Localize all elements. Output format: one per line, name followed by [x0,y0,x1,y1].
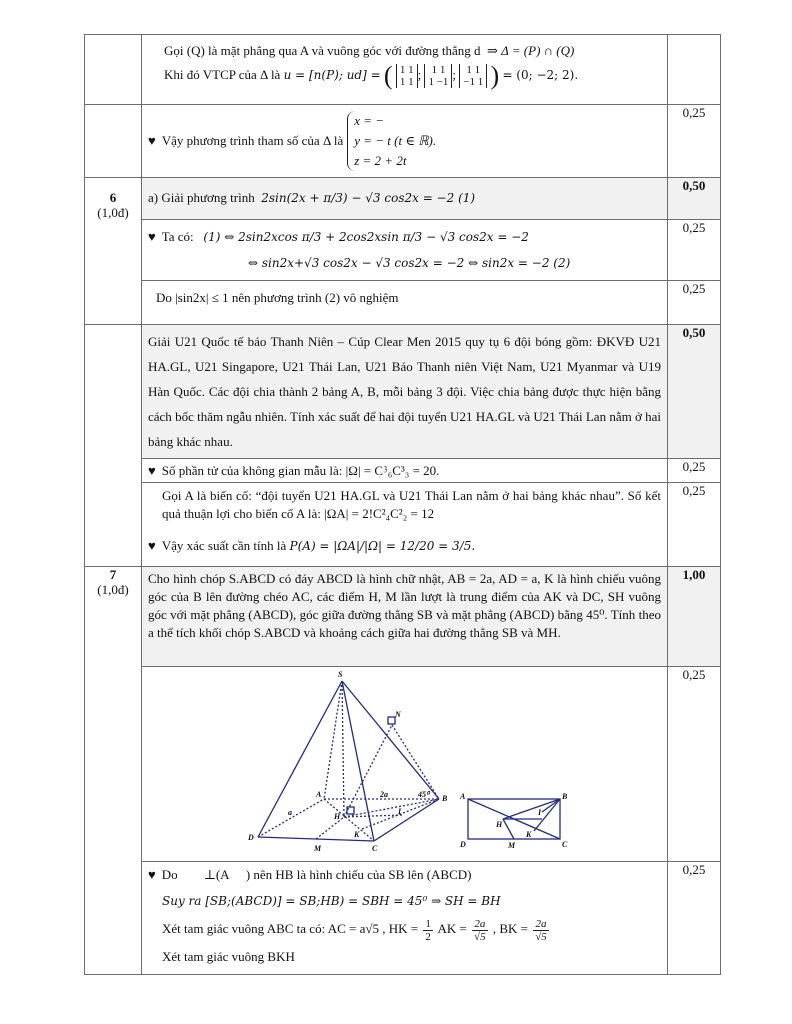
table-row: Gọi A là biến cố: “đội tuyển U21 HA.GL và U21 Thái Lan nằm ở hai bảng khác nhau”. Số kết quả thuận lợi cho biến cố A là: |ΩA| = 2!C²₄C²₂ = 12 ♥ Vậy xác suất cần tính là P(A) = |ΩA|/|Ω| = 12/20 = 3/5. 0,25 [85,483,721,567]
probability-problem-text: Giải U21 Quốc tế báo Thanh Niên – Cúp Clear Men 2015 quy tụ 6 đội bóng gồm: ĐKVĐ U21 HA.GL, U21 Singapore, U21 Thái Lan, U21 Báo Thanh niên Việt Nam, U21 Myanmar và U19 Hàn Quốc. Các đội chia thành 2 bảng A, B, mỗi bảng 3 đội. Việc chia bảng được thực hiện bằng cách bốc thăm ngẫu nhiên. Tính xác suất để hai đội tuyển U21 HA.GL và U21 Thái Lan nằm ở hai bảng khác nhau. [148,334,661,449]
answer-key-page [84,34,720,962]
q5-direction-vector-line: Khi đó VTCP của Δ là u = [n(P); ud] = ( 1 1 1 1 ; 1 1 1 −1 ; 1 1 −1 1 ) = (0; −2; 2). [164,61,579,91]
question-number-cell: 6 (1,0đ) [85,178,142,325]
svg-text:D: D [460,840,466,849]
svg-text:B: B [442,794,448,803]
svg-text:M: M [508,841,516,850]
table-row: ♥ Số phần tử của không gian mẫu là: |Ω| = C⁳₆C³₃ = 20. 0,25 [85,459,721,483]
table-row [85,567,721,667]
table-row [85,35,721,105]
svg-text:K: K [526,830,532,839]
score-cell: 0,25 [668,220,721,281]
svg-text:K: K [354,830,360,839]
table-row: Do |sin2x| ≤ 1 nên phương trình (2) vô nghiệm 0,25 [85,281,721,325]
heart-bullet-icon: ♥ [148,538,156,553]
score-cell: 1,00 [668,567,721,667]
svg-text:2a: 2a [380,790,388,799]
score-cell: 0,25 [668,862,721,975]
determinant-2: 1 1 1 −1 [424,64,452,88]
svg-text:S: S [338,670,343,679]
score-cell: 0,25 [668,105,721,178]
svg-text:A: A [316,790,322,799]
svg-text:45⁰: 45⁰ [418,790,430,799]
geometry-problem-text: Cho hình chóp S.ABCD có đáy ABCD là hình chữ nhật, AB = 2a, AD = a, K là hình chiếu vuông góc của B lên đường chéo AC, các điểm H, M lần lượt là trung điểm của AK và DC, SH vuông góc với mặt phẳng (ABCD), góc giữa đường thẳng SB và mặt phẳng (ABCD) bằng 45⁰. Tính theo a thể tích khối chóp S.ABCD và khoảng cách giữa hai đường thẳng SB và MH. [148,571,661,640]
table-row: ♥ Do ⊥(A ) nên HB là hình chiếu của SB lên (ABCD) Suy ra [SB;(ABCD)] = SB;HB) = SBH = 45⁰ ⇒ SH = BH Xét tam giác vuông ABC ta có: AC = a√5 , HK = $\frac{1}{2}$ AK = $\frac{2a}{√5}$ , BK = $\frac{2a}{√5}$ Xét tam giác vuông BKH 0,25 [85,862,721,975]
score-cell: 0,25 [668,459,721,483]
svg-text:a: a [288,808,292,817]
svg-text:A: A [460,792,466,801]
pyramid-figure [142,667,667,857]
score-cell: 0,50 [668,325,721,459]
heart-bullet-icon: ♥ [148,463,156,478]
answer-table [84,34,721,975]
score-cell: 0,25 [668,667,721,862]
score-cell: 0,25 [668,483,721,567]
determinant-1: 1 1 1 1 [396,64,418,88]
svg-text:B: B [562,792,568,801]
score-cell: 0,50 [668,178,721,220]
svg-text:C: C [562,840,568,849]
svg-text:M: M [314,844,322,853]
svg-text:C: C [372,844,378,853]
question-number-cell: 7 (1,0đ) [85,567,142,975]
parametric-system: x = − y = − t (t ∈ ℝ). z = 2 + 2t [347,111,436,171]
svg-text:N: N [395,710,401,719]
svg-text:H: H [496,820,503,829]
heart-bullet-icon: ♥ [148,867,156,882]
svg-text:I: I [398,807,402,816]
heart-bullet-icon: ♥ [148,133,156,148]
table-row: ♥ Vậy phương trình tham số của Δ là x = − y = − t (t ∈ ℝ). z = 2 + 2t 0,25 [85,105,721,178]
heart-bullet-icon: ♥ [148,229,156,244]
determinant-3: 1 1 −1 1 [459,64,487,88]
table-row: 6 (1,0đ) a) Giải phương trình 2sin(2x + π/3) − √3 cos2x = −2 (1) 0,50 [85,178,721,220]
svg-text:I: I [538,808,542,817]
table-row [85,667,721,862]
q5-plane-q-line: Gọi (Q) là mặt phẳng qua A và vuông góc với đường thẳng d ⇒ Δ = (P) ∩ (Q) [164,43,575,58]
svg-text:D: D [248,833,254,842]
table-row: ♥ Ta có: (1) ⇔ 2sin2xcos π/3 + 2cos2xsin π/3 − √3 cos2x = −2 ⇔ sin2x+√3 cos2x − √3 cos2x = −2 ⇔ sin2x = −2 (2) 0,25 [85,220,721,281]
score-cell: 0,25 [668,281,721,325]
svg-text:H: H [334,812,341,821]
table-row [85,325,721,459]
